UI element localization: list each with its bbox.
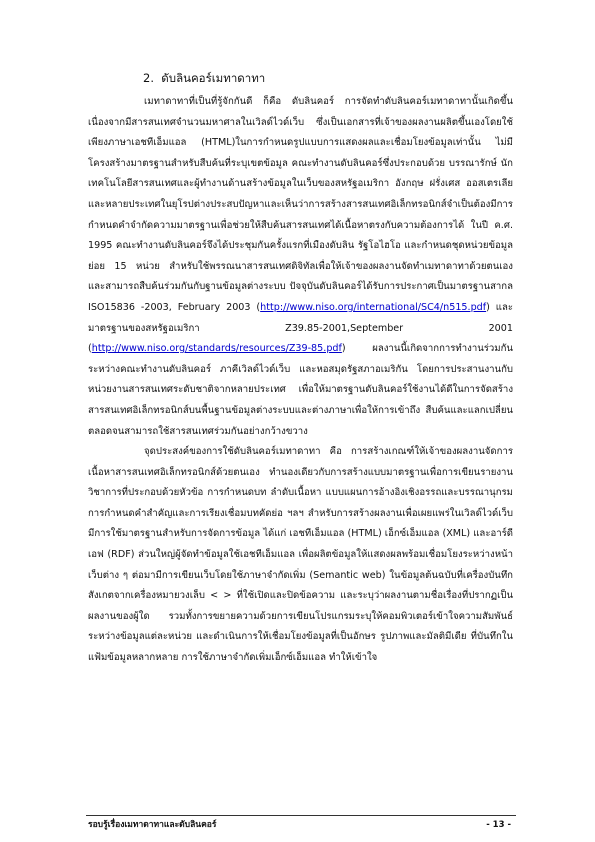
footer-divider [86, 815, 516, 816]
paragraph-1-text-c: ) ผลงานนี้เกิดจากการทำงานร่วมกันระหว่างคณะทำงานดับลินคอร์ ภาคีเวิลด์ไวด์เว็บ และหอสมุดรัฐสภาอเมริกัน โดยการประสานงานกับหน่วยงานสารสนเทศระดับชาติจากหลายประเทศ เพื่อให้มาตรฐานดับลินคอร์ใช้งานได้ดีในการจัดสร้างสารสนเทศอิเล็กทรอนิกส์บนพื้นฐานข้อมูลต่างระบบและต่างภาษาเพื่อให้การเข้าถึง สืบค้นและแลกเปลี่ยน ตลอดจนสามารถใช้สารสนเทศร่วมกันอย่างกว้างขวาง [88, 343, 513, 437]
niso-international-link[interactable]: http://www.niso.org/international/SC4/n515.pdf [260, 301, 487, 313]
body-text [88, 92, 513, 669]
footer-book-title: รอบรู้เรื่องเมทาดาทาและดับลินคอร์ [88, 820, 217, 830]
niso-z39-85-link[interactable]: http://www.niso.org/standards/resources/Z39-85.pdf [91, 343, 342, 355]
section-title: ดับลินคอร์เมทาดาทา [161, 71, 266, 85]
paragraph-1-text-b: ) และมาตรฐานของสหรัฐอเมริกา Z39.85-2001,September 2001 ( [88, 301, 513, 355]
paragraph-dublin-core-history [88, 92, 513, 442]
section-heading [143, 70, 265, 86]
footer-page-number: - 13 - [486, 820, 511, 830]
section-number: 2. [143, 71, 154, 85]
paragraph-purpose: จุดประสงค์ของการใช้ดับลินคอร์เมทาดาทา คือ การสร้างเกณฑ์ให้เจ้าของผลงานจัดการเนื้อหาสารสนเทศอิเล็กทรอนิกส์ด้วยตนเอง ทำนองเดียวกับการสร้างแบบมาตรฐานเพื่อการเขียนรายงานวิชาการที่ประกอบด้วยหัวข้อ การกำหนดบท ลำดับเนื้อหา แบบแผนการอ้างอิงเชิงอรรถและบรรณานุกรม การกำหนดคำสำคัญและการเรียงเชื่อมบทคัดย่อ ฯลฯ สำหรับการสร้างผลงานเพื่อเผยแพร่ในเวิลด์ไวด์เว็บมีการใช้มาตรฐานสำหรับการจัดการข้อมูล ได้แก่ เอชทีเอ็มแอล (HTML) เอ็กซ์เอ็มแอล (XML) และอาร์ดีเอฟ (RDF) ส่วนใหญ่ผู้จัดทำข้อมูลใช้เอชทีเอ็มแอล เพื่อผลิตข้อมูลให้แสดงผลพร้อมเชื่อมโยงระหว่างหน้าเว็บต่าง ๆ ต่อมามีการเขียนเว็บโดยใช้ภาษาจำกัดเพิ่ม (Semantic web) ในข้อมูลต้นฉบับที่เครื่องบันทึก สังเกตจากเครื่องหมายวงเล็บ < > ที่ใช้เปิดและปิดข้อความ และระบุว่าผลงานตามชื่อเรื่องที่ปรากฏเป็นผลงานของผู้ใด รวมทั้งการขยายความด้วยการเขียนโปรแกรมระบุให้คอมพิวเตอร์เข้าใจความสัมพันธ์ระหว่างข้อมูลแต่ละหน่วย และดำเนินการให้เชื่อมโยงข้อมูลที่เป็นอักษร รูปภาพและมัลติมีเดีย ที่บันทึกในแฟ้มข้อมูลหลากหลาย การใช้ภาษาจำกัดเพิ่มเอ็กซ์เอ็มแอล ทำให้เข้าใจ [88, 446, 513, 664]
paragraph-1-text-a: เมทาดาทาที่เป็นที่รู้จักกันดี ก็คือ ดับลินคอร์ การจัดทำดับลินคอร์เมทาดาทานั้นเกิดขึ้นเนื่องจากมีสารสนเทศจำนวนมหาศาลในเวิลด์ไวด์เว็บ ซึ่งเป็นเอกสารที่เจ้าของผลงานผลิตขึ้นเองโดยใช้เพียงภาษาเอชทีเอ็มแอล (HTML)ในการกำหนดรูปแบบการแสดงผลและเชื่อมโยงข้อมูลเท่านั้น ไม่มีโครงสร้างมาตรฐานสำหรับสืบค้นที่ระบุเขตข้อมูล คณะทำงานดับลินคอร์ซึ่งประกอบด้วย บรรณารักษ์ นักเทคโนโลยีสารสนเทศและผู้ทำงานด้านสร้างข้อมูลในเว็บของสหรัฐอเมริกา อังกฤษ ฝรั่งเศส ออสเตรเลีย และหลายประเทศในยุโรปต่างประสบปัญหาและเห็นว่าการสร้างสารสนเทศอิเล็กทรอนิกส์จำเป็นต้องมีการกำหนดคำจำกัดความมาตรฐานเพื่อช่วยให้สืบค้นสารสนเทศได้เนื้อหาตรงกับความต้องการได้ ในปี ค.ศ. 1995 คณะทำงานดับลินคอร์จึงได้ประชุมกันครั้งแรกที่เมืองดับลิน รัฐโอไฮโอ และกำหนดชุดหน่วยข้อมูลย่อย 15 หน่วย สำหรับใช้พรรณนาสารสนเทศดิจิทัลเพื่อให้เจ้าของผลงานจัดทำเมทาดาทาด้วยตนเอง และสามารถสืบค้นร่วมกันกับฐานข้อมูลต่างระบบ ปัจจุบันดับลินคอร์ได้รับการประกาศเป็นมาตรฐานสากล ISO15836 -2003, February 2003 ( [88, 96, 513, 313]
